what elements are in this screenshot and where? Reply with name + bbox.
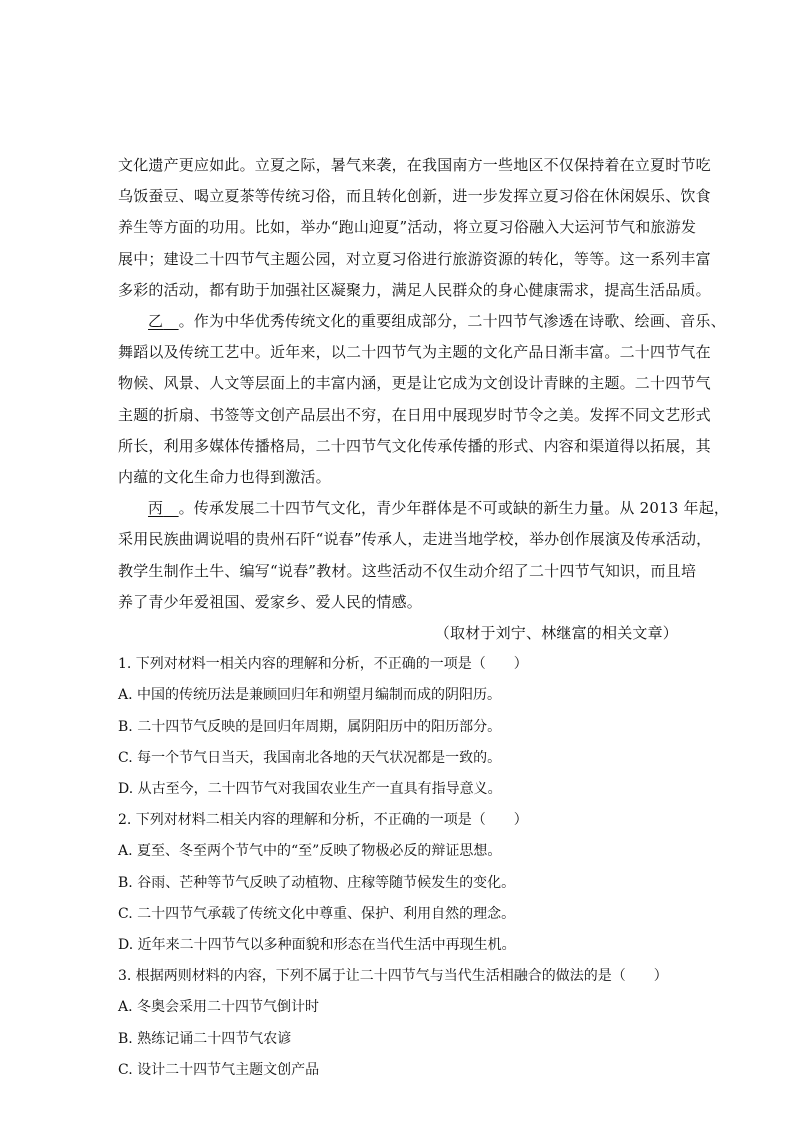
option-c: C. 每一个节气日当天，我国南北各地的天气状况都是一致的。 — [118, 749, 502, 766]
text-line: 乌饭蚕豆、喝立夏茶等传统习俗，而且转化创新，进一步发挥立夏习俗在休闲娱乐、饮食 — [118, 187, 711, 206]
question-stem: 3. 根据两则材料的内容，下列不属于让二十四节气与当代生活相融合的做法的是（ ） — [118, 968, 668, 985]
text-line: 多彩的活动，都有助于加强社区凝聚力，满足人民群众的身心健康需求，提高生活品质。 — [118, 280, 711, 299]
question-stem: 1. 下列对材料一相关内容的理解和分析，不正确的一项是（ ） — [118, 656, 528, 673]
option-d: D. 近年来二十四节气以多种面貌和形态在当代生活中再现生机。 — [118, 937, 516, 954]
text-line: 丙__。传承发展二十四节气文化，青少年群体是不可或缺的新生力量。从 2013 年起， — [148, 499, 730, 518]
text-line: 舞蹈以及传统工艺中。近年来，以二十四节气为主题的文化产品日渐丰富。二十四节气在 — [118, 343, 711, 362]
text-line: 内蕴的文化生命力也得到激活。 — [118, 468, 331, 487]
option-b: B. 谷雨、芒种等节气反映了动植物、庄稼等随节候发生的变化。 — [118, 874, 516, 891]
option-b: B. 二十四节气反映的是回归年周期，属阴阳历中的阳历部分。 — [118, 718, 502, 735]
paragraph-label: 乙__ — [148, 312, 179, 331]
text-line: 养了青少年爱祖国、爱家乡、爱人民的情感。 — [118, 592, 423, 611]
text-line: 采用民族曲调说唱的贵州石阡“说春”传承人，走进当地学校，举办创作展演及传承活动， — [118, 530, 712, 549]
question-1 — [118, 649, 678, 805]
text-line: 所长，利用多媒体传播格局，二十四节气文化传承传播的形式、内容和渠道得以拓展，其 — [118, 436, 711, 455]
text-line: 物候、风景、人文等层面上的丰富内涵，更是让它成为文创设计青睐的主题。二十四节气 — [118, 374, 711, 393]
paragraph-2 — [118, 306, 726, 493]
source-citation: （取材于刘宁、林继富的相关文章） — [434, 624, 678, 643]
question-3 — [118, 961, 678, 1086]
text-line: 主题的折扇、书签等文创产品层出不穷，在日用中展现岁时节令之美。发挥不同文艺形式 — [118, 405, 711, 424]
paragraph-1 — [118, 150, 711, 306]
paragraph-3 — [118, 493, 730, 618]
question-2 — [118, 805, 678, 961]
option-d: D. 从古至今，二十四节气对我国农业生产一直具有指导意义。 — [118, 781, 502, 798]
document-page — [118, 150, 730, 1086]
text-line: 养生等方面的功用。比如，举办“跑山迎夏”活动，将立夏习俗融入大运河节气和旅游发 — [118, 218, 697, 237]
option-a: A. 冬奥会采用二十四节气倒计时 — [118, 999, 320, 1016]
paragraph-label: 丙__ — [148, 499, 179, 518]
option-a: A. 夏至、冬至两个节气中的“至”反映了物极必反的辩证思想。 — [118, 843, 502, 860]
option-c: C. 设计二十四节气主题文创产品 — [118, 1061, 320, 1078]
text-line: 乙__。作为中华优秀传统文化的重要组成部分，二十四节气渗透在诗歌、绘画、音乐、 — [148, 312, 726, 331]
text-line: 教学生制作土牛、编写“说春”教材。这些活动不仅生动介绍了二十四节气知识，而且培 — [118, 561, 697, 580]
option-b: B. 熟练记诵二十四节气农谚 — [118, 1030, 292, 1047]
text-line: 展中；建设二十四节气主题公园，对立夏习俗进行旅游资源的转化，等等。这一系列丰富 — [118, 249, 711, 268]
question-stem: 2. 下列对材料二相关内容的理解和分析，不正确的一项是（ ） — [118, 812, 528, 829]
option-a: A. 中国的传统历法是兼顾回归年和朔望月编制而成的阴阳历。 — [118, 687, 502, 704]
option-c: C. 二十四节气承载了传统文化中尊重、保护、利用自然的理念。 — [118, 905, 516, 922]
text-line: 文化遗产更应如此。立夏之际，暑气来袭，在我国南方一些地区不仅保持着在立夏时节吃 — [118, 156, 711, 174]
